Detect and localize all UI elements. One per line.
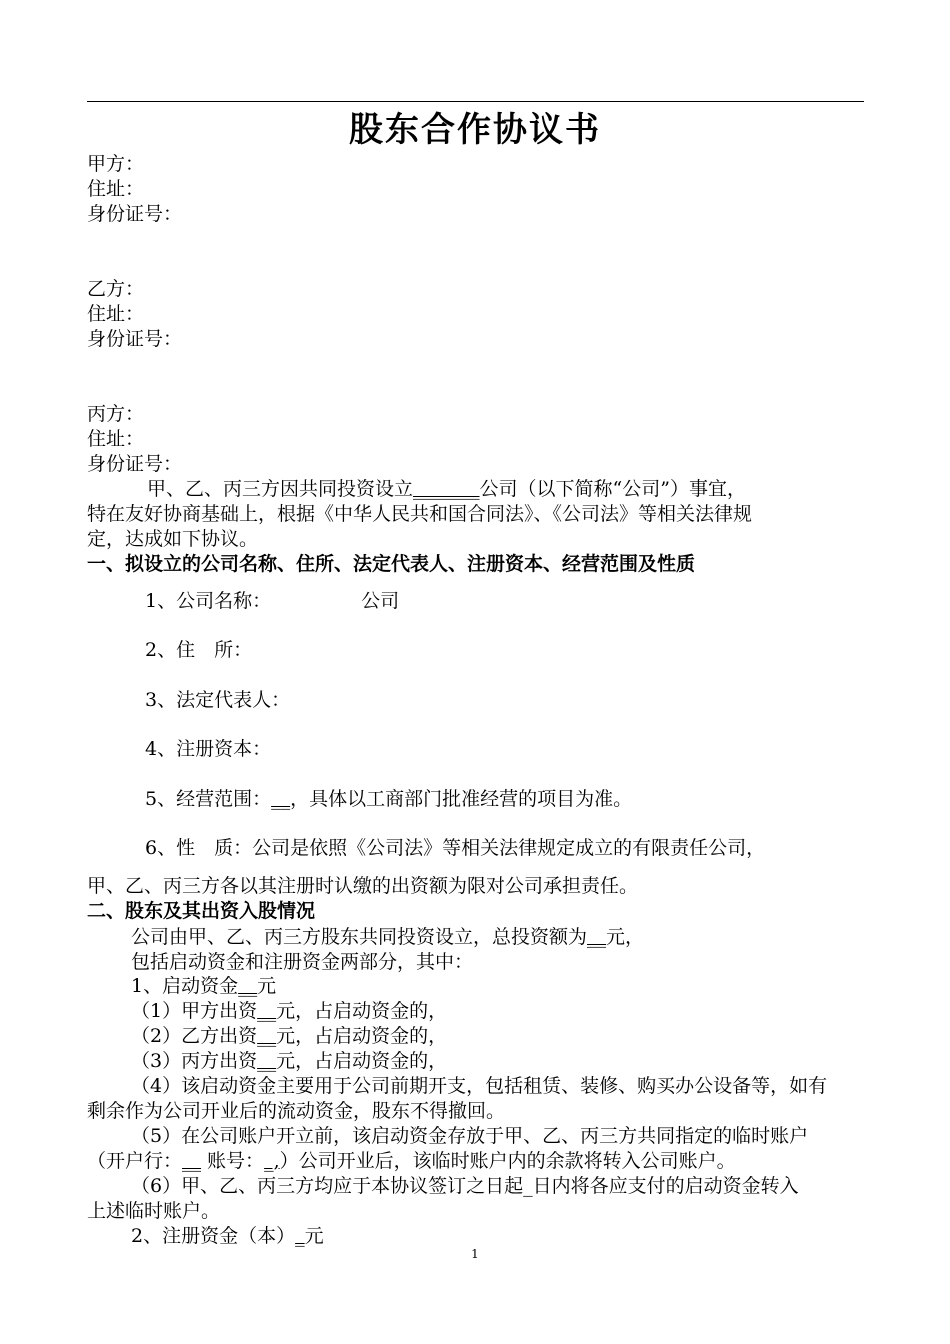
item-business-scope	[145, 787, 632, 812]
clause-5-rest: ）公司开业后，该临时账户内的余款将转入公司账户。	[279, 1150, 736, 1172]
registered-fund	[131, 1224, 324, 1249]
section-2-heading: 二、股东及其出资入股情况	[87, 900, 316, 922]
clause-6-cont: 上述临时账户。	[87, 1200, 221, 1222]
clause-2-rest: 元，占启动资金的，	[276, 1025, 448, 1047]
item-nature: 6、性 质：公司是依照《公司法》等相关法律规定成立的有限责任公司，	[145, 837, 766, 859]
clause-2-text: （2）乙方出资	[131, 1025, 258, 1047]
clause-5-cont	[87, 1149, 736, 1174]
item-business-scope-text: ，具体以工商部门批准经营的项目为准。	[290, 788, 633, 810]
registered-fund-blank: _	[295, 1225, 305, 1247]
investment-total-text: 公司由甲、乙、丙三方股东共同投资设立，总投资额为	[131, 926, 588, 948]
account-label: 账号：	[201, 1150, 265, 1172]
clause-4-cont: 剩余作为公司开业后的流动资金，股东不得撤回。	[87, 1100, 506, 1122]
startup-fund-blank: __	[238, 975, 258, 997]
clause-2-blank: __	[257, 1025, 277, 1047]
clause-3-rest: 元，占启动资金的，	[276, 1050, 448, 1072]
intro-line-2: 特在友好协商基础上，根据《中华人民共和国合同法》、《公司法》等相关法律规	[87, 503, 753, 525]
clause-1-blank: __	[257, 1000, 277, 1022]
startup-fund	[131, 974, 276, 999]
clause-2	[131, 1024, 447, 1049]
item-company-name	[145, 589, 399, 614]
party-b-address: 住址：	[87, 303, 145, 325]
clause-1	[131, 999, 447, 1024]
party-b-id: 身份证号：	[87, 328, 183, 350]
total-investment-blank: __	[587, 926, 607, 948]
startup-fund-unit: 元	[257, 975, 277, 997]
clause-3-text: （3）丙方出资	[131, 1050, 258, 1072]
item-company-name-label: 1、公司名称：	[145, 590, 272, 612]
business-scope-blank: __	[271, 788, 291, 810]
clause-6: （6）甲、乙、丙三方均应于本协议签订之日起_日内将各应支付的启动资金转入	[131, 1175, 799, 1197]
bank-label: （开户行：	[87, 1150, 183, 1172]
party-c-name: 丙方：	[87, 403, 145, 425]
clause-1-text: （1）甲方出资	[131, 1000, 258, 1022]
item-registered-capital: 4、注册资本：	[145, 738, 272, 760]
item-nature-cont: 甲、乙、丙三方各以其注册时认缴的出资额为限对公司承担责任。	[87, 875, 639, 897]
investment-parts: 包括启动资金和注册资金两部分，其中：	[131, 951, 474, 973]
bank-blank: __	[182, 1150, 202, 1172]
item-business-scope-label: 5、经营范围：	[145, 788, 272, 810]
intro-text-b: 公司（以下简称“公司”）事宜，	[479, 478, 746, 500]
party-a-address: 住址：	[87, 178, 145, 200]
intro-line-3: 定，达成如下协议。	[87, 528, 259, 550]
clause-4: （4）该启动资金主要用于公司前期开支，包括租赁、装修、购买办公设备等，如有	[131, 1075, 828, 1097]
item-address: 2、住 所：	[145, 639, 253, 661]
page-number: 1	[471, 1247, 479, 1261]
registered-fund-label: 2、注册资金（本）	[131, 1225, 296, 1247]
intro-text-a: 甲、乙、丙三方因共同投资设立	[147, 478, 414, 500]
investment-total	[131, 925, 644, 950]
document-title: 股东合作协议书	[349, 110, 601, 150]
item-company-name-value: 公司	[361, 590, 400, 612]
investment-total-unit: 元，	[606, 926, 645, 948]
party-a-id: 身份证号：	[87, 203, 183, 225]
company-name-blank: _______	[413, 478, 480, 500]
party-c-id: 身份证号：	[87, 453, 183, 475]
party-a-name: 甲方：	[87, 153, 145, 175]
header-rule	[87, 101, 864, 102]
clause-3	[131, 1049, 447, 1074]
startup-fund-label: 1、启动资金	[131, 975, 239, 997]
section-1-heading: 一、拟设立的公司名称、住所、法定代表人、注册资本、经营范围及性质	[87, 553, 696, 575]
registered-fund-unit: 元	[304, 1225, 324, 1247]
account-blank: _,	[264, 1150, 280, 1172]
party-c-address: 住址：	[87, 428, 145, 450]
clause-5: （5）在公司账户开立前，该启动资金存放于甲、乙、丙三方共同指定的临时账户	[131, 1125, 809, 1147]
item-legal-rep: 3、法定代表人：	[145, 689, 291, 711]
clause-3-blank: __	[257, 1050, 277, 1072]
intro-line-1	[147, 477, 746, 502]
clause-1-rest: 元，占启动资金的，	[276, 1000, 448, 1022]
party-b-name: 乙方：	[87, 278, 145, 300]
